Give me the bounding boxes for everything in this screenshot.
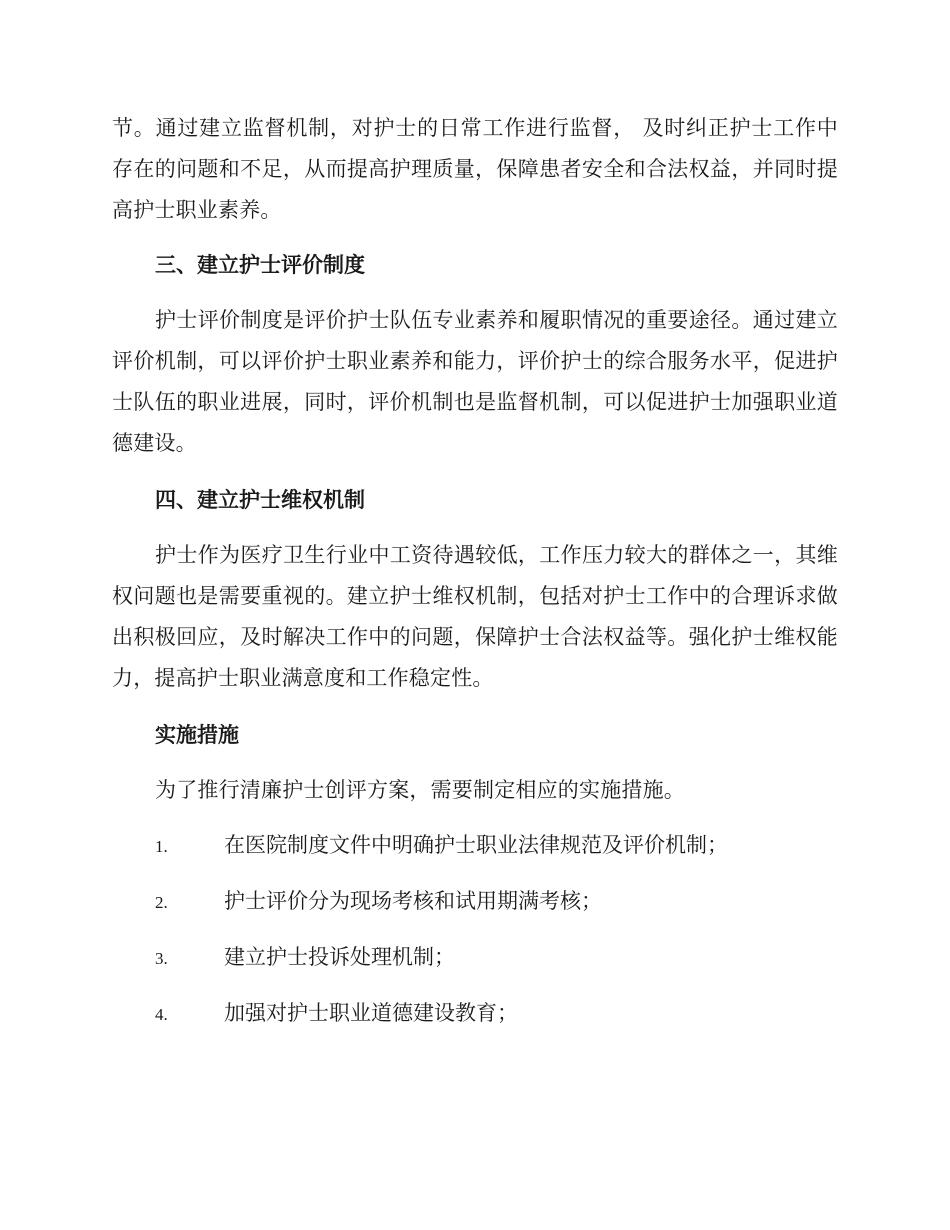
list-item-text: 建立护士投诉处理机制； — [224, 945, 455, 969]
list-item — [112, 825, 838, 867]
section-3-heading: 三、建立护士评价制度 — [155, 253, 365, 277]
measures-heading: 实施措施 — [155, 723, 239, 747]
list-item-number: 4. — [155, 1005, 168, 1024]
list-item — [112, 937, 838, 979]
list-item — [112, 881, 838, 923]
list-item-number: 2. — [155, 893, 168, 912]
document-content — [112, 108, 838, 1035]
section-3-paragraph: 护士评价制度是评价护士队伍专业素养和履职情况的重要途径。通过建立评价机制，可以评价护士职业素养和能力，评价护士的综合服务水平，促进护士队伍的职业进展，同时，评价机制也是监督机制，可以促进护士加强职业道德建设。 — [112, 308, 838, 455]
measures-intro: 为了推行清廉护士创评方案，需要制定相应的实施措施。 — [155, 778, 685, 802]
spacer — [112, 286, 838, 300]
list-item — [112, 993, 838, 1035]
spacer — [112, 231, 838, 245]
spacer — [112, 756, 838, 770]
spacer — [112, 521, 838, 535]
spacer — [112, 699, 838, 715]
intro-paragraph: 节。通过建立监督机制，对护士的日常工作进行监督， 及时纠正护士工作中存在的问题和不足，从而提高护理质量，保障患者安全和合法权益，并同时提高护士职业素养。 — [112, 116, 838, 222]
list-item-text: 护士评价分为现场考核和试用期满考核； — [224, 889, 602, 913]
section-4-paragraph: 护士作为医疗卫生行业中工资待遇较低，工作压力较大的群体之一，其维权问题也是需要重视的。建立护士维权机制，包括对护士工作中的合理诉求做出积极回应，及时解决工作中的问题，保障护士合法权益等。强化护士维权能力，提高护士职业满意度和工作稳定性。 — [112, 543, 838, 690]
spacer — [112, 464, 838, 480]
list-item-number: 3. — [155, 949, 168, 968]
list-item-number: 1. — [155, 837, 168, 856]
list-item-text: 在医院制度文件中明确护士职业法律规范及评价机制； — [224, 833, 728, 857]
section-4-heading: 四、建立护士维权机制 — [155, 488, 365, 512]
measures-list — [112, 825, 838, 1035]
list-item-text: 加强对护士职业道德建设教育； — [224, 1001, 518, 1025]
